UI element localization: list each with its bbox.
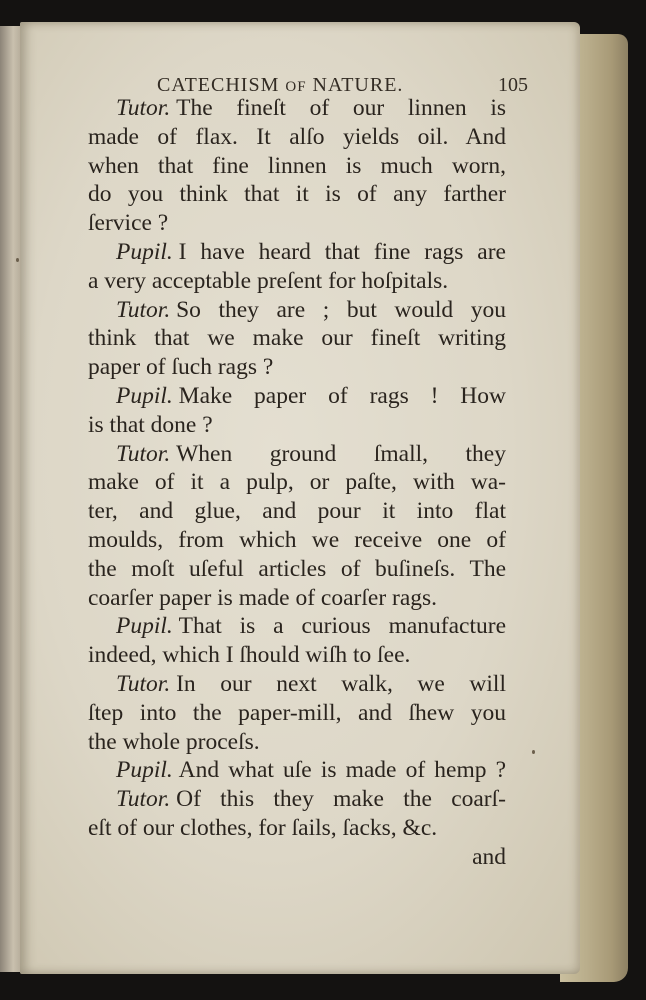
speaker-label: Pupil. bbox=[116, 757, 173, 784]
line-text: coarſer paper is made of coarſer rags. bbox=[88, 584, 438, 611]
line-text: That is a curious manufacture bbox=[178, 613, 506, 640]
text-line bbox=[88, 497, 506, 526]
speaker-label: Tutor. bbox=[116, 95, 171, 121]
line-text: moulds, from which we receive one of bbox=[88, 526, 506, 553]
line-text: is that done ? bbox=[88, 411, 213, 438]
line-text: the moſt uſeful articles of buſineſs. The bbox=[88, 555, 506, 582]
speaker-label: Pupil. bbox=[116, 613, 173, 640]
text-line bbox=[88, 785, 506, 814]
speaker-label: Pupil. bbox=[116, 382, 173, 409]
speaker-label: Pupil. bbox=[116, 238, 173, 265]
line-text: make of it a pulp, or paſte, with wa- bbox=[88, 469, 506, 496]
page-number: 105 bbox=[498, 74, 528, 96]
text-line bbox=[88, 238, 506, 267]
text-line bbox=[88, 123, 506, 152]
text-line bbox=[88, 468, 506, 497]
text-line bbox=[88, 728, 506, 757]
text-line bbox=[88, 152, 506, 181]
line-text: ſtep into the paper-mill, and ſhew you bbox=[88, 699, 506, 726]
line-text: indeed, which I ſhould wiſh to ſee. bbox=[88, 642, 411, 669]
text-line bbox=[88, 555, 506, 584]
line-text: do you think that it is of any farther bbox=[88, 181, 506, 208]
text-line bbox=[88, 94, 506, 123]
line-text: a very acceptable preſent for hoſpitals. bbox=[88, 267, 449, 294]
text-line bbox=[88, 843, 506, 872]
line-text: Of this they make the coarſ- bbox=[176, 786, 506, 813]
line-text: And what uſe is made of hemp ? bbox=[178, 757, 506, 784]
text-line bbox=[88, 584, 506, 613]
header-title-of: OF bbox=[285, 79, 307, 95]
line-text: the whole proceſs. bbox=[88, 728, 260, 755]
text-line bbox=[88, 411, 506, 440]
text-line bbox=[88, 526, 506, 555]
line-text: I have heard that fine rags are bbox=[178, 238, 506, 265]
ink-speck bbox=[532, 750, 535, 754]
line-text: paper of ſuch rags ? bbox=[88, 354, 274, 381]
text-line bbox=[88, 209, 506, 238]
text-line bbox=[88, 440, 506, 469]
line-text: ter, and glue, and pour it into flat bbox=[88, 498, 506, 525]
line-text: eſt of our clothes, for ſails, ſacks, &c. bbox=[88, 814, 438, 841]
text-line bbox=[88, 699, 506, 728]
text-line bbox=[88, 353, 506, 382]
text-line bbox=[88, 324, 506, 353]
text-line bbox=[88, 641, 506, 670]
text-line bbox=[88, 296, 506, 325]
text-line bbox=[88, 756, 506, 785]
speaker-label: Tutor. bbox=[116, 670, 171, 697]
speaker-label: Tutor. bbox=[116, 786, 171, 813]
line-text: So they are ; but would you bbox=[176, 296, 506, 323]
line-text: and bbox=[472, 843, 506, 870]
header-title-a: CATECHISM bbox=[157, 74, 280, 96]
text-line bbox=[88, 267, 506, 296]
line-text: think that we make our fineſt writing bbox=[88, 325, 506, 352]
text-line bbox=[88, 612, 506, 641]
body-text bbox=[88, 94, 506, 872]
line-text: ſervice ? bbox=[88, 210, 169, 237]
header-title-b: NATURE. bbox=[312, 74, 404, 96]
line-text: In our next walk, we will bbox=[176, 670, 506, 697]
line-text: The fineſt of our linnen is bbox=[176, 95, 506, 121]
text-line bbox=[88, 382, 506, 411]
speaker-label: Tutor. bbox=[116, 440, 171, 467]
ink-speck bbox=[16, 258, 19, 262]
line-text: when that fine linnen is much worn, bbox=[88, 152, 506, 179]
text-line bbox=[88, 670, 506, 699]
speaker-label: Tutor. bbox=[116, 296, 171, 323]
text-line bbox=[88, 814, 506, 843]
text-line bbox=[88, 180, 506, 209]
line-text: When ground ſmall, they bbox=[176, 440, 506, 467]
line-text: made of flax. It alſo yields oil. And bbox=[88, 123, 506, 150]
line-text: Make paper of rags ! How bbox=[178, 382, 506, 409]
